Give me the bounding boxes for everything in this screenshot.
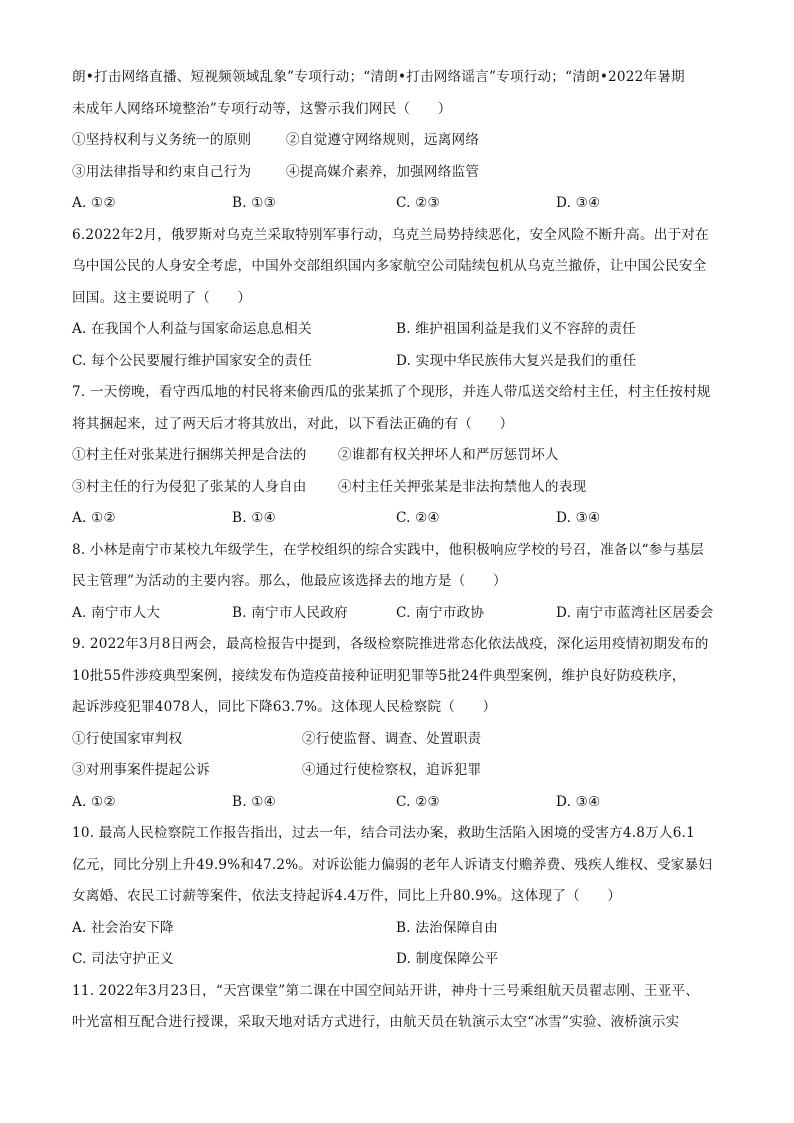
question-5-statements-row	[72, 125, 722, 157]
statement-3: ③用法律指导和约束自己行为	[72, 163, 252, 180]
question-5-options	[72, 188, 722, 220]
question-8-stem: 8. 小林是南宁市某校九年级学生，在学校组织的综合实践中，他积极响应学校的号召，准备以“参与基层	[72, 541, 704, 558]
question-8-stem: 民主管理”为活动的主要内容。那么，他最应该选择去的地方是（ ）	[72, 573, 507, 589]
statement-1: ①行使国家审判权	[72, 730, 183, 747]
exam-page	[72, 62, 722, 1039]
question-10-options-row	[72, 944, 722, 976]
option-d: D. ③④	[556, 195, 601, 211]
option-c: C. 司法守护正义	[72, 951, 174, 967]
statement-3: ③对刑事案件提起公诉	[72, 762, 210, 778]
option-b: B. ①④	[232, 793, 277, 810]
option-d: D. ③④	[556, 510, 601, 526]
question-11-stem: 11. 2022年3月23日，“天宫课堂”第二课在中国空间站开讲，神舟十三号乘组航天员翟志刚、王亚平、	[72, 982, 700, 999]
question-5-stem: 未成年人网络环境整治”专项行动等，这警示我们网民（ ）	[72, 100, 452, 117]
question-10-options-row	[72, 913, 722, 945]
statement-2: ②行使监督、调查、处置职责	[302, 730, 482, 747]
question-5-statements-row	[72, 157, 722, 189]
question-6-options-row	[72, 346, 722, 378]
statement-4: ④提高媒介素养，加强网络监管	[286, 163, 480, 180]
question-11-stem: 叶光富相互配合进行授课，采取天地对话方式进行，由航天员在轨演示太空“冰雪”实验、液桥演示实	[72, 1014, 680, 1030]
question-9-stem: 10批55件涉疫典型案例，接续发布伪造疫苗接种证明犯罪等5批24件典型案例，维护良好防疫秩序，	[72, 667, 686, 684]
question-10-stem: 女离婚、农民工讨薪等案件，依法支持起诉4.4万件，同比上升80.9%。这体现了（ ）	[72, 888, 622, 904]
question-9-stem: 9. 2022年3月8日两会，最高检报告中提到，各级检察院推进常态化依法战疫，深化运用疫情初期发布的	[72, 636, 709, 652]
statement-1: ①坚持权利与义务统一的原则	[72, 132, 252, 148]
statement-4: ④通过行使检察权，追诉犯罪	[302, 762, 482, 778]
question-9-statements-row	[72, 755, 722, 787]
option-c: C. 每个公民要履行维护国家安全的责任	[72, 352, 312, 369]
question-7-statements-row	[72, 440, 722, 472]
option-a: A. ①②	[72, 195, 116, 211]
option-c: C. ②④	[396, 510, 440, 526]
question-6-stem: 乌中国公民的人身安全考虑，中国外交部组织国内多家航空公司陆续包机从乌克兰撤侨，让中国公民安全	[72, 258, 707, 274]
question-9-statements-row	[72, 724, 722, 756]
option-a: A. 在我国个人利益与国家命运息息相关	[72, 321, 312, 337]
option-d: D. ③④	[556, 793, 601, 810]
option-a: A. ①②	[72, 510, 116, 526]
question-7-stem: 7. 一天傍晚，看守西瓜地的村民将来偷西瓜的张某抓了个现形，并连人带瓜送交给村主任，村主任按村规	[72, 384, 711, 400]
question-10-stem: 亿元，同比分别上升49.9%和47.2%。对诉讼能力偏弱的老年人诉请支付赡养费、残疾人维权、受家暴妇	[72, 856, 713, 873]
question-10-stem: 10. 最高人民检察院工作报告指出，过去一年，结合司法办案，救助生活陷入困境的受害方4.8万人6.1	[72, 825, 695, 841]
question-7-stem: 将其捆起来，过了两天后才将其放出，对此，以下看法正确的有（ ）	[72, 415, 514, 432]
option-a: A. 社会治安下降	[72, 919, 174, 936]
option-b: B. 南宁市人民政府	[232, 604, 348, 621]
option-b: B. ①④	[232, 510, 277, 526]
question-9-options	[72, 787, 722, 819]
question-6-stem: 回国。这主要说明了（ ）	[72, 289, 252, 306]
question-6-options-row	[72, 314, 722, 346]
statement-3: ③村主任的行为侵犯了张某的人身自由	[72, 478, 307, 495]
question-8-options	[72, 598, 722, 630]
statement-4: ④村主任关押张某是非法拘禁他人的表现	[338, 478, 587, 495]
option-c: C. 南宁市政协	[396, 604, 485, 621]
question-9-stem: 起诉涉疫犯罪4078人，同比下降63.7%。这体现人民检察院（ ）	[72, 699, 497, 715]
statement-2: ②谁都有权关押坏人和严厉惩罚坏人	[338, 447, 559, 463]
option-a: A. 南宁市人大	[72, 604, 161, 621]
option-d: D. 制度保障公平	[396, 951, 499, 967]
statement-2: ②自觉遵守网络规则，远离网络	[286, 132, 480, 148]
option-b: B. 法治保障自由	[396, 919, 498, 936]
option-c: C. ②③	[396, 793, 440, 810]
option-a: A. ①②	[72, 793, 116, 810]
option-b: B. 维护祖国利益是我们义不容辞的责任	[396, 321, 636, 337]
option-b: B. ①③	[232, 195, 277, 211]
question-7-statements-row	[72, 472, 722, 504]
option-d: D. 南宁市蓝湾社区居委会	[556, 604, 714, 621]
question-5-stem: 朗•打击网络直播、短视频领域乱象”专项行动；“清朗•打击网络谣言”专项行动；“清朗•2022年暑期	[72, 69, 685, 85]
statement-1: ①村主任对张某进行捆绑关押是合法的	[72, 447, 307, 463]
option-c: C. ②③	[396, 195, 440, 211]
option-d: D. 实现中华民族伟大复兴是我们的重任	[396, 352, 637, 369]
question-6-stem: 6.2022年2月，俄罗斯对乌克兰采取特别军事行动，乌克兰局势持续恶化，安全风险不断升高。出于对在	[72, 226, 709, 243]
question-7-options	[72, 503, 722, 535]
